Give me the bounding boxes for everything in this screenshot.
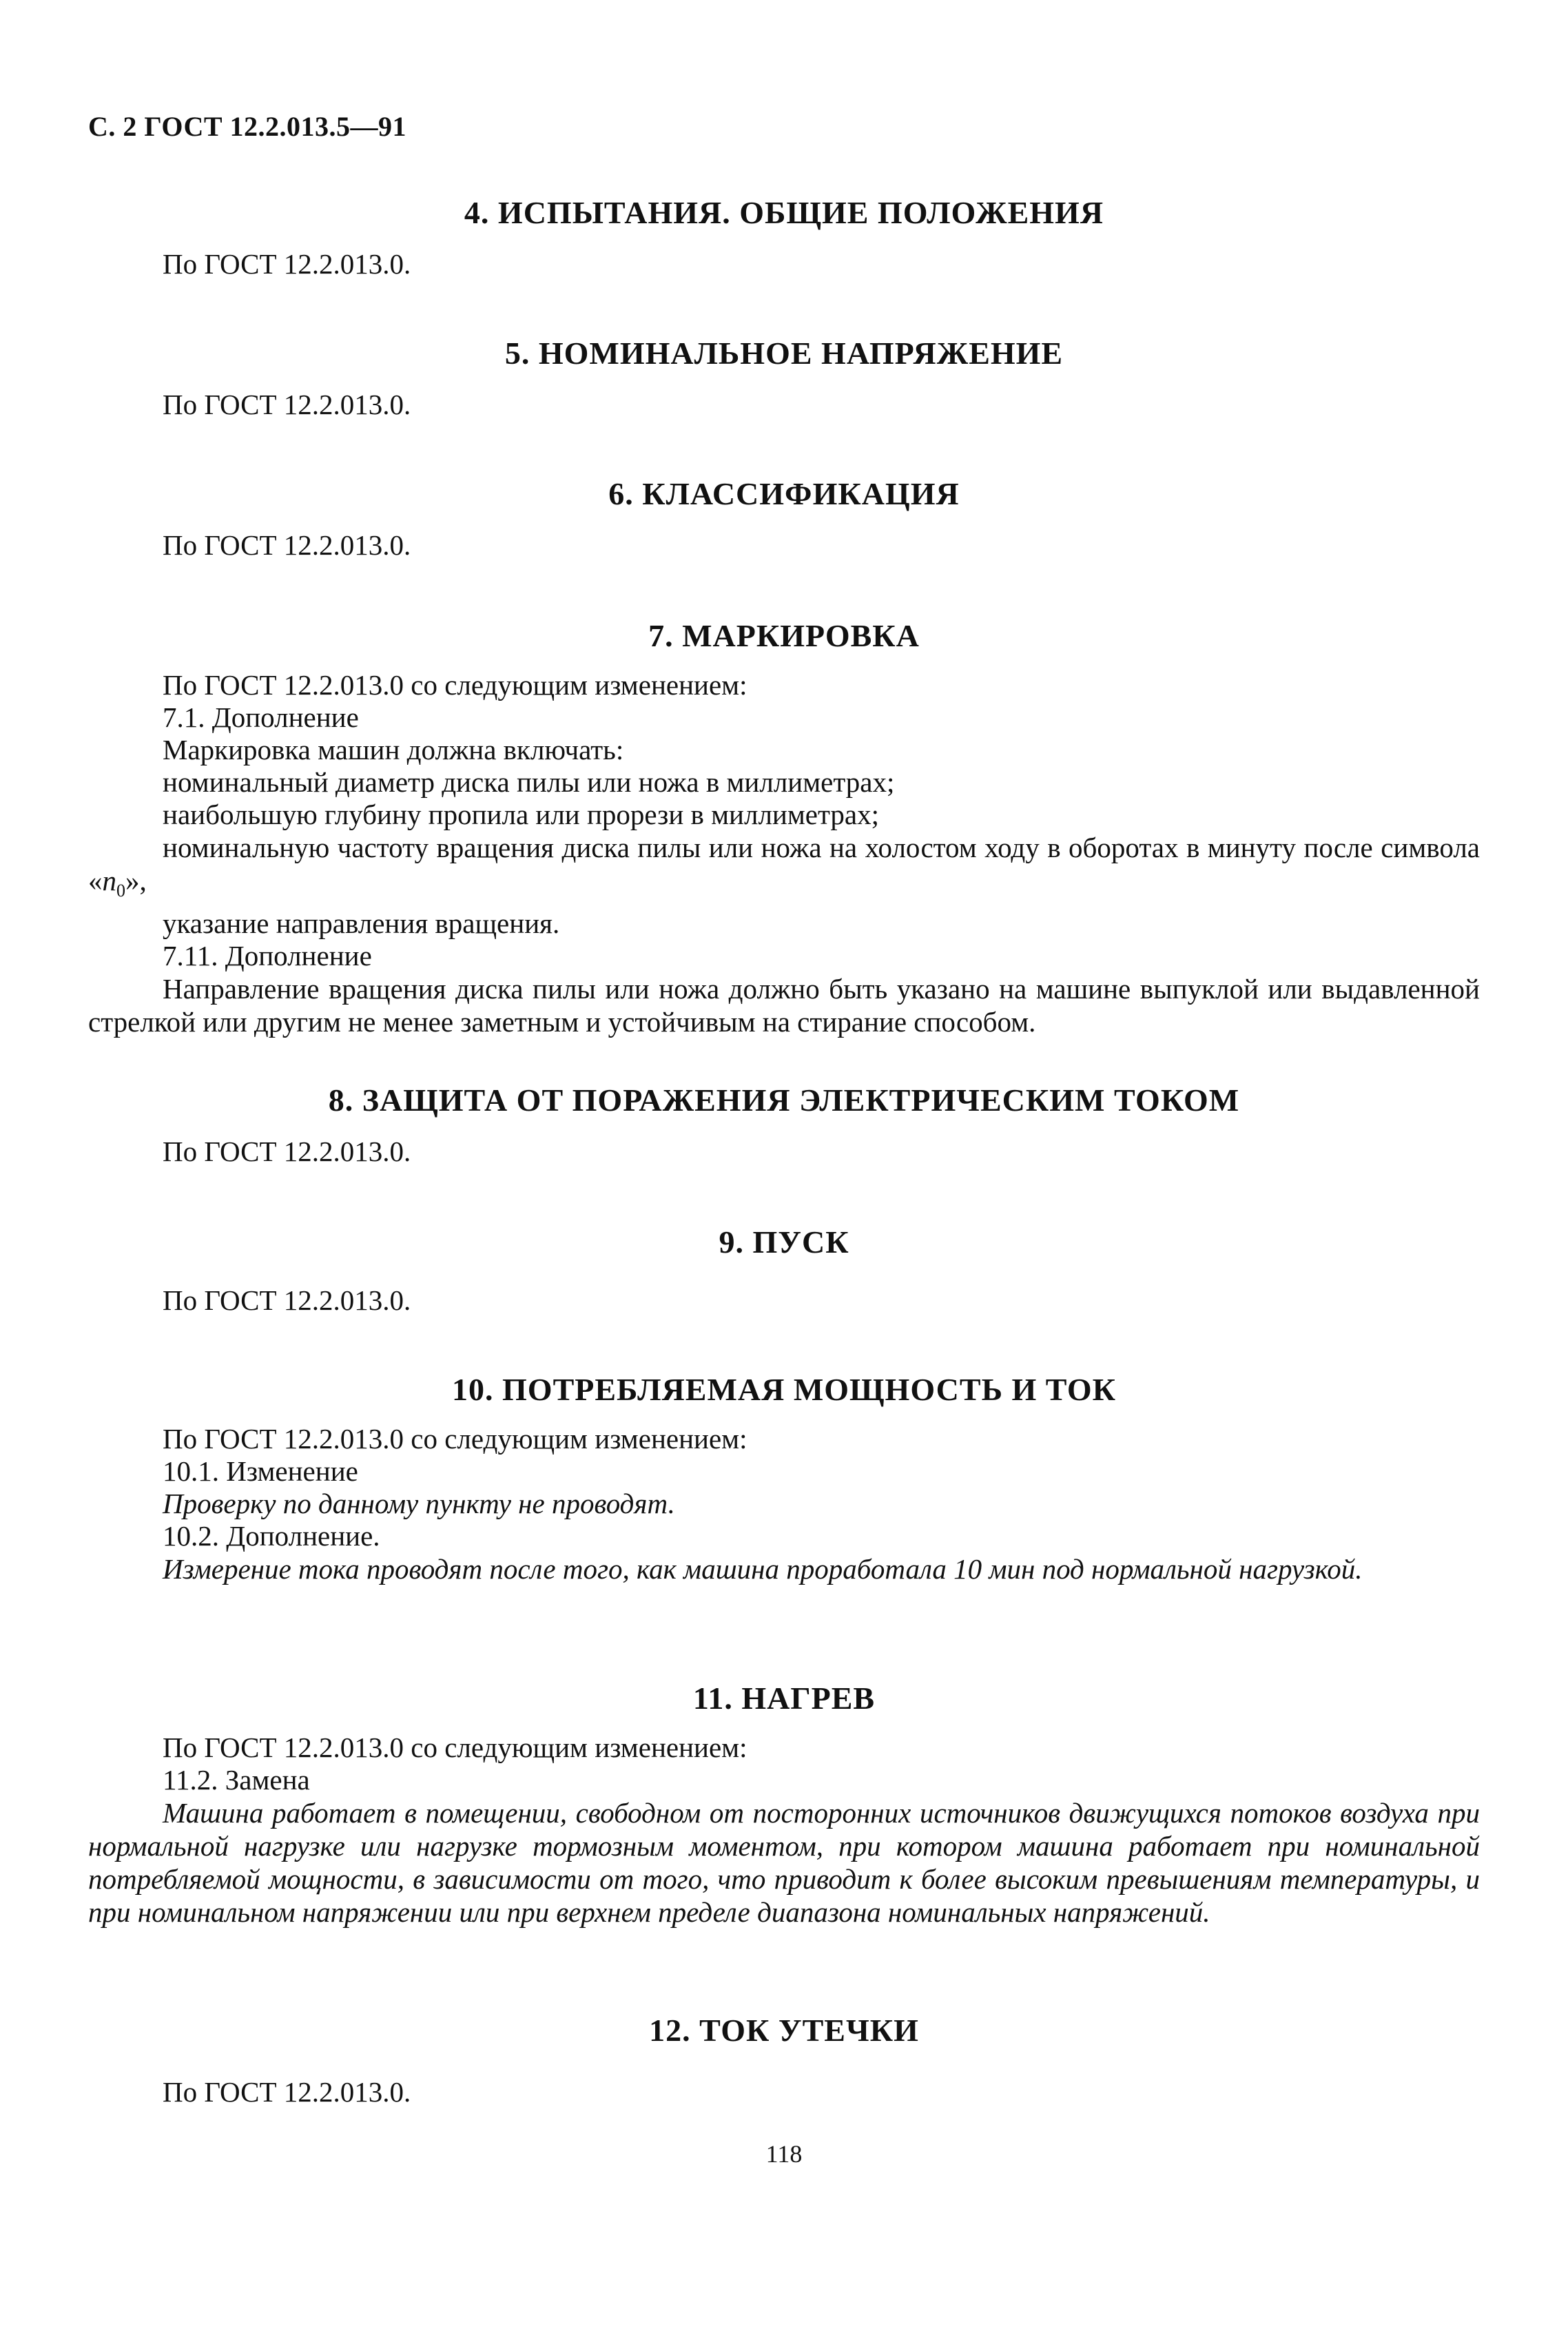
- section-title: 10. ПОТРЕБЛЯЕМАЯ МОЩНОСТЬ И ТОК: [452, 1372, 1116, 1407]
- section-7: [88, 617, 1480, 1038]
- paragraph-line: По ГОСТ 12.2.013.0 со следующим изменением:: [163, 1423, 747, 1455]
- section-title: 5. НОМИНАЛЬНОЕ НАПРЯЖЕНИЕ: [504, 336, 1064, 371]
- section-title: 7. МАРКИРОВКА: [648, 618, 920, 653]
- paragraph-frequency: [88, 831, 1480, 907]
- gost-reference: По ГОСТ 12.2.013.0.: [163, 1284, 411, 1316]
- gost-reference: По ГОСТ 12.2.013.0.: [163, 529, 411, 561]
- paragraph-line: 11.2. Замена: [163, 1764, 310, 1796]
- paragraph-line: номинальный диаметр диска пилы или ножа в миллиметрах;: [163, 766, 895, 798]
- section-11: [88, 1680, 1480, 1929]
- page-number: 118: [765, 2140, 803, 2168]
- section-5: [88, 335, 1480, 421]
- paragraph-line: 10.2. Дополнение.: [163, 1520, 380, 1552]
- section-9: [88, 1224, 1480, 1317]
- paragraph-line: Маркировка машин должна включать:: [163, 734, 624, 766]
- n0-subscript: 0: [116, 881, 125, 901]
- section-12: [88, 2012, 1480, 2108]
- gost-reference: По ГОСТ 12.2.013.0.: [163, 389, 411, 420]
- section-10: [88, 1371, 1480, 1585]
- gost-reference: По ГОСТ 12.2.013.0.: [163, 248, 411, 280]
- paragraph-line: 7.11. Дополнение: [163, 940, 372, 972]
- running-header: С. 2 ГОСТ 12.2.013.5—91: [88, 111, 407, 142]
- section-title: 11. НАГРЕВ: [692, 1681, 876, 1716]
- paragraph-measurement: Измерение тока проводят после того, как машина проработала 10 мин под нормальной нагрузкой.: [163, 1553, 1363, 1585]
- paragraph-line: указание направления вращения.: [163, 907, 560, 940]
- gost-reference: По ГОСТ 12.2.013.0.: [163, 2076, 411, 2108]
- paragraph-line: 10.1. Изменение: [163, 1455, 358, 1487]
- section-title: 9. ПУСК: [719, 1224, 849, 1260]
- gost-reference: По ГОСТ 12.2.013.0.: [163, 1136, 411, 1167]
- frequency-text: номинальную частоту вращения диска пилы или ножа на холостом ходу в оборотах в минуту после символа «: [88, 832, 1480, 896]
- paragraph-heating: Машина работает в помещении, свободном от посторонних источников движущихся потоков воздуха при нормальной нагрузке или нагрузке тормозным моментом, при котором машина работает при номинальной потребляемой мощности, в зависимости от того, что приводит к более высоким превышениям температуры, и при номинальном напряжении или при верхнем пределе диапазона номинальных напряжений.: [88, 1797, 1480, 1928]
- paragraph-line: Проверку по данному пункту не проводят.: [163, 1488, 675, 1519]
- section-title: 4. ИСПЫТАНИЯ. ОБЩИЕ ПОЛОЖЕНИЯ: [464, 195, 1104, 230]
- section-title: 6. КЛАССИФИКАЦИЯ: [608, 476, 960, 511]
- n0-symbol: n: [102, 865, 116, 896]
- section-8: [88, 1082, 1480, 1168]
- paragraph-line: По ГОСТ 12.2.013.0 со следующим изменением:: [163, 669, 747, 701]
- paragraph-line: 7.1. Дополнение: [163, 701, 359, 733]
- paragraph-direction: Направление вращения диска пилы или ножа должно быть указано на машине выпуклой или выдавленной стрелкой или другим не менее заметным и устойчивым на стирание способом.: [88, 973, 1480, 1038]
- section-title: 12. ТОК УТЕЧКИ: [649, 2013, 919, 2048]
- section-title: 8. ЗАЩИТА ОТ ПОРАЖЕНИЯ ЭЛЕКТРИЧЕСКИМ ТОКОМ: [328, 1082, 1240, 1118]
- paragraph-line: По ГОСТ 12.2.013.0 со следующим изменением:: [163, 1732, 747, 1763]
- frequency-end: »,: [125, 865, 147, 896]
- paragraph-line: наибольшую глубину пропила или прорези в миллиметрах;: [163, 799, 880, 830]
- section-6: [88, 475, 1480, 562]
- section-4: [88, 194, 1480, 280]
